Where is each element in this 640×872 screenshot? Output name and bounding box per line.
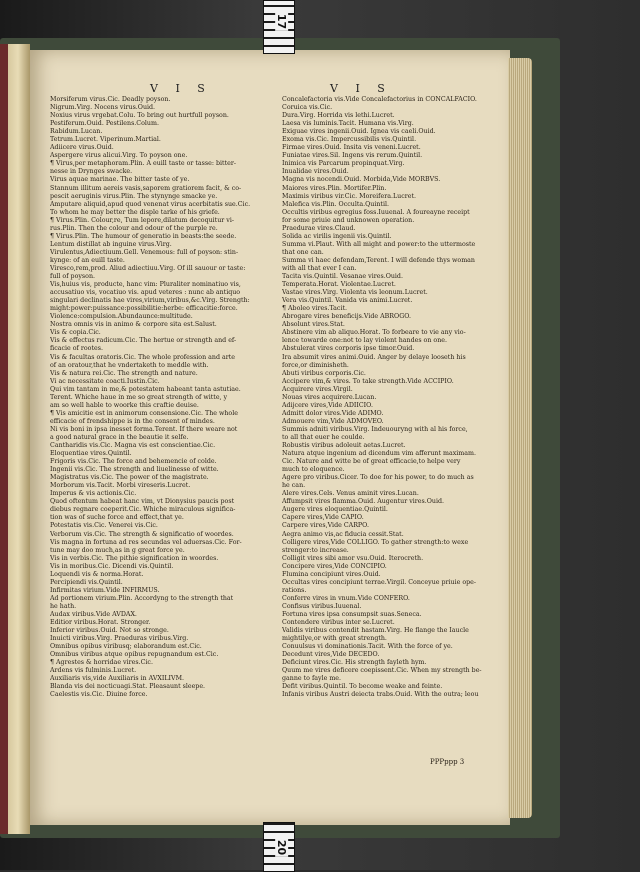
text-line: nesse in Drynges swacke.	[50, 168, 133, 176]
text-line: ¶ Vis amicitie est in animorum consensione.Cic. The whole	[50, 409, 238, 417]
text-line: am so well hable to woorke this craftie deuise.	[50, 401, 199, 409]
text-line: Potestatis vis.Cic. Venerei vis.Cic.	[50, 522, 158, 530]
text-line: Funiatae vires.Sil. Ingens vis rerum.Quintil.	[282, 152, 423, 160]
text-line: Inimica vis Parcarum propinquat.Virg.	[282, 160, 405, 168]
text-line: Nostra omnis vis in animo & corpore sita est.Salust.	[50, 321, 217, 329]
text-line: Inualidae vires.Ouid.	[282, 168, 349, 176]
text-line: Vastae vires.Virg. Violenta vis leonum.Lucret.	[282, 289, 428, 297]
text-line: Vis in moribus.Cic. Dicendi vis.Quintil.	[50, 562, 174, 570]
text-line: Frigoris vis.Cic. The force and behemencie of colde.	[50, 458, 217, 466]
text-line: Validis viribus contendit hastam.Virg. He flange the Iaucle	[282, 627, 469, 635]
text-line: Ni vis boni in ipsa inesset forma.Terent. If there weare not	[50, 425, 238, 433]
text-line: Decedunt vires,Vide DECEDO.	[282, 651, 380, 659]
text-line: Vera vis.Quintil. Vanida vis animi.Lucret.	[282, 297, 413, 305]
text-line: Amputare aliquid,apud quod venenat virus acerbitatis sue.Cic.	[50, 200, 251, 208]
text-line: Deficiunt vires.Cic. His strength fayleth hym.	[282, 659, 427, 667]
text-line: Absolunt vires.Stat.	[282, 321, 345, 329]
left-column	[50, 96, 265, 700]
text-line: Vis,huius vis, producte, hanc vim: Pluraliter nominatiuo vis,	[50, 281, 241, 289]
text-line: ¶ Aboleo vires.Tacit.	[282, 305, 347, 313]
text-line: Laesa vis luminis.Tacit. Humana vis.Virg.	[282, 120, 414, 128]
text-line: Omnibus opibus viribusq; elaborandum est.Cic.	[50, 643, 202, 651]
ruler-number: 17	[275, 13, 289, 30]
text-line: Dura.Virg. Horrida vis lethi.Lucret.	[282, 112, 395, 120]
text-line: Abstinere vim ab aliquo.Horat. To forbeare to vie any vio-	[282, 329, 466, 337]
text-line: diebus regnare coeperit.Cic. Whiche miraculous significa-	[50, 506, 236, 514]
text-line: Capere vires,Vide CAPIO.	[282, 514, 364, 522]
text-line: Ingenii vis.Cic. The strength and liuelinesse of witte.	[50, 466, 219, 474]
text-line: Auxiliaris vis,vide Auxiliaris in AVXILIVM.	[50, 675, 185, 683]
text-line: Tacita vis.Quintil. Vesanae vires.Ouid.	[282, 273, 403, 281]
text-line: he hath.	[50, 602, 77, 610]
text-line: Quod oftentum habeat hanc vim, vt Dionysius paucis post	[50, 498, 235, 506]
text-line: Omnibus viribus atque opibus repugnandum est.Cic.	[50, 651, 219, 659]
text-line: ganne to fayle me.	[282, 675, 342, 683]
text-line: with all that ever I can.	[282, 264, 357, 272]
text-line: might:power:puissance:possibilitie:herbe: efficacitie:force.	[50, 305, 238, 313]
text-line: tion was of suche force and effect,that ye.	[50, 514, 184, 522]
text-line: Occultas vires concipiunt terrae.Virgil. Conceyue priuie ope-	[282, 578, 477, 586]
text-line: Infirmitas virium.Vide INFIRMUS.	[50, 586, 160, 594]
text-line: tune may doo much,as in g great force ye.	[50, 546, 185, 554]
text-line: Pestiferum.Ouid. Pestilens.Colum.	[50, 120, 159, 128]
text-line: Maximis viribus vir.Cic. Moreifera.Lucret.	[282, 192, 416, 200]
text-line: Conuulsus vi dominationis.Tacit. With the force of ye.	[282, 643, 453, 651]
text-line: ¶ Agrestes & horridae vires.Cic.	[50, 659, 153, 667]
text-line: of an oratour,that he vndertaketh to meddle with.	[50, 361, 209, 369]
text-line: singulari declinatis hae vires,virium,viribus,&c.Virg. Strength:	[50, 297, 250, 305]
text-line: lence towarde one:not to lay violent handes on one.	[282, 337, 447, 345]
text-line: Natura atque ingenium ad dicendum vim afferunt maximam.	[282, 450, 476, 458]
text-line: Concipere vires,Vide CONCIPIO.	[282, 562, 387, 570]
text-line: Adiicere virus.Ouid.	[50, 144, 114, 152]
text-line: accusatiuo vis, vocatiuo vis. apud veteres : nunc ab antiquo	[50, 289, 241, 297]
text-line: ¶ Virus.Plin. Colour,re, Tum lepore,dilatum decoquitur vi-	[50, 216, 234, 224]
text-line: Verborum vis.Cic. The strength & significatio of woordes.	[50, 530, 234, 538]
text-line: Abstulerat vires corporis ipse timor.Ouid.	[282, 345, 415, 353]
text-line: Virus aquae marinae. The bitter taste of ye.	[50, 176, 190, 184]
text-line: Magna vis nocendi.Ouid. Morbida,Vide MORBVS.	[282, 176, 441, 184]
text-line: Noxius virus vrgebat.Colu. To bring out hurtfull poyson.	[50, 112, 229, 120]
text-line: Nigrum.Virg. Nocens virus.Ouid.	[50, 104, 156, 112]
text-line: Confisus viribus.Iuuenal.	[282, 602, 362, 610]
text-line: Occultis viribus egregius foss.Iuuenal. A foureayne receipt	[282, 208, 470, 216]
text-line: Ardens vis fulminis.Lucret.	[50, 667, 137, 675]
text-line: Conferre vires in vnum.Vide CONFERO.	[282, 594, 410, 602]
text-line: ¶ Virus,per metaphoram.Plin. A euill taste or tasse: bitter-	[50, 160, 236, 168]
text-line: Percipiendi vis.Quintil.	[50, 578, 123, 586]
text-line: full of poyson.	[50, 273, 95, 281]
text-line: Exoma vis.Cic. Impercussibilis vis.Quintil.	[282, 136, 417, 144]
text-line: Terent. Whiche haue in me so great strength of witte, y	[50, 393, 228, 401]
text-line: Eloquentiae vires.Quintil.	[50, 450, 132, 458]
text-line: force,or diminisheth.	[282, 361, 349, 369]
running-head-left: V I S	[150, 82, 212, 95]
text-line: Agere pro viribus.Cicer. To doe for his power, to do much as	[282, 474, 474, 482]
text-line: Robustis viribus adoleuit aetas.Lucret.	[282, 442, 406, 450]
measuring-ruler-top	[263, 0, 295, 54]
text-line: Violence:compulsion.Abundaunce:multitude.	[50, 313, 193, 321]
text-line: efficacie of frendshippe is in the consent of mindes.	[50, 417, 215, 425]
text-line: pescit aeruginis virus.Plin. The stynynge smacke ye.	[50, 192, 218, 200]
text-line: Infanis viribus Austri deiecta trabs.Ouid. With the outra; leou	[282, 691, 479, 699]
text-line: ¶ Virus.Plin. The humour of generatio in beasts:the seede.	[50, 232, 237, 240]
text-line: Summa vi haec defendam,Terent. I will defende thys woman	[282, 256, 475, 264]
text-line: Summa vi.Plaut. With all might and power:to the uttermoste	[282, 240, 476, 248]
page-edges	[508, 58, 532, 818]
text-line: Cic. Nature and witte be of great efficacie,to helpe very	[282, 458, 461, 466]
text-line: Acquirere vires.Virgil.	[282, 385, 353, 393]
text-line: Qui vim tantam in me,& potestatem habeant tanta astutiae.	[50, 385, 241, 393]
measuring-ruler-bottom	[263, 822, 295, 872]
text-line: Firmae vires.Ouid. Insita vis veneni.Lucret.	[282, 144, 421, 152]
text-line: Audax viribus.Vide AVDAX.	[50, 611, 137, 618]
text-line: Temperata.Horat. Violentae.Lucret.	[282, 281, 396, 289]
text-line: Vi ac necessitate coacti.Iustin.Cic.	[50, 377, 160, 385]
text-line: Aspergere virus alicui.Virg. To poyson one.	[50, 152, 188, 160]
text-line: Vis in verbis.Cic. The pithie signification in woordes.	[50, 554, 219, 562]
text-line: Editior viribus.Horat. Stronger.	[50, 619, 151, 627]
text-line: Viresco,rem,prod. Aliud adiectiuu.Virg. Of ill sauour or taste:	[50, 264, 246, 272]
binding-band	[0, 44, 8, 834]
text-line: Affumpsit vires flamma.Ouid. Augentur vires.Ouid.	[282, 498, 445, 506]
text-line: to all that euer he coulde.	[282, 433, 365, 441]
text-line: Carpere vires,Vide CARPO.	[282, 522, 369, 530]
text-line: Tetrum.Lucret. Viperinum.Martial.	[50, 136, 161, 144]
text-line: Vis & natura rei.Cic. The strength and nature.	[50, 369, 198, 377]
text-line: Virulentus,Adiectiuum.Gell. Venemous: full of poyson: stin-	[50, 248, 239, 256]
text-line: Imperus & vis actionis.Cic.	[50, 490, 137, 498]
text-line: Accipere vim,& vires. To take strength.Vide ACCIPIO.	[282, 377, 454, 385]
text-line: Caelestis vis.Cic. Diuine force.	[50, 691, 148, 699]
text-line: rus.Plin. Then the colour and odour of the purple re.	[50, 224, 218, 232]
text-line: Vis & effectus radicum.Cic. The hertue or strength and ef-	[50, 337, 237, 345]
text-line: Quum me vires deficere coepissent.Cic. When my strength be-	[282, 667, 482, 675]
text-line: Exiguae vires ingenii.Ouid. Ignea vis caeli.Ouid.	[282, 128, 436, 136]
text-line: Augere vires eloquentiae.Quintil.	[282, 506, 388, 514]
text-line: Stannum illitum aereis vasis,saporem gratiorem facit, & co-	[50, 184, 242, 192]
text-line: Ira absumit vires animi.Ouid. Anger by delaye looseth his	[282, 353, 466, 361]
ruler-number: 20	[275, 839, 289, 856]
right-column	[282, 96, 497, 700]
text-line: Inuicti viribus.Virg. Praeduras viribus.Virg.	[50, 635, 189, 643]
text-line: Contendere viribus inter se.Lucret.	[282, 619, 395, 627]
text-line: Adijcere vires,Vide ADIICIO.	[282, 401, 373, 409]
text-line: Malefica vis.Plin. Occulta.Quintil.	[282, 200, 389, 208]
text-line: Flumina concipiunt vires.Ouid.	[282, 570, 381, 578]
text-line: Morsiferum virus.Cic. Deadly poyson.	[50, 96, 171, 103]
text-line: Loquendi vis & norma.Horat.	[50, 570, 144, 578]
text-line: Vis magna in fortuna ad res secundas vel aduersas.Cic. For-	[50, 538, 242, 546]
text-line: Vis & copia.Cic.	[50, 329, 101, 337]
text-line: Admouere vim,Vide ADMOVEO.	[282, 417, 384, 425]
text-line: To whom he may better the disple tarke of his griefe.	[50, 208, 220, 216]
text-line: Summis adniti viribus.Virg. Indeuouryng with al his force,	[282, 425, 468, 433]
text-line: rations.	[282, 586, 307, 594]
text-line: that one can.	[282, 248, 324, 256]
text-line: Aegra animo vis,ac fiducia cessit.Stat.	[282, 530, 404, 538]
text-line: Ad portionem virium.Plin. Accordyng to the strength that	[50, 594, 234, 602]
text-line: Alere vires.Cels. Venus aminit vires.Lucan.	[282, 490, 419, 498]
text-line: Morborum vis.Tacit. Morbi vireseris.Lucret.	[50, 482, 191, 490]
text-line: Rabidum.Lucan.	[50, 128, 103, 136]
text-line: Colligit vires sibi amor vsu.Ouid. Iterocreth.	[282, 554, 424, 562]
text-line: Maiores vires.Plin. Mortifer.Plin.	[282, 184, 387, 192]
text-line: Vis & facultas oratoris.Cic. The whole profession and arte	[50, 353, 236, 361]
text-line: a good natural grace in the beautie it selfe.	[50, 433, 189, 441]
text-line: Lentum distillat ab inguine virus.Virg.	[50, 240, 172, 248]
signature-mark: PPPppp 3	[430, 758, 465, 766]
text-line: Defit viribus.Quintil. To become weake and feinte.	[282, 683, 443, 691]
text-line: Concalefactoria vis.Vide Concalefactorius in CONCALFACIO.	[282, 96, 477, 103]
text-line: Solida ac virilis ingenii vis.Quintil.	[282, 232, 392, 240]
text-line: Coruica vis.Cic.	[282, 104, 333, 112]
text-line: mightilye,or with great strength.	[282, 635, 387, 643]
text-line: Inferior viribus.Ouid. Not so stronge.	[50, 627, 169, 635]
text-line: strenger:to increase.	[282, 546, 349, 554]
text-line: Cantharidis vis.Cic. Magna vis est conscientiae.Cic.	[50, 442, 216, 450]
text-line: Admitt dolor vires.Vide ADIMO.	[282, 409, 384, 417]
text-line: ficacie of rootes.	[50, 345, 103, 353]
text-line: Magistratus vis.Cic. The power of the magistrate.	[50, 474, 209, 482]
text-line: Colligere vires,Vide COLLIGO. To gather strength:to wexe	[282, 538, 469, 546]
running-head-right: V I S	[330, 82, 392, 95]
text-line: Blanda vis dei nocticuagi.Stat. Pleasaunt sleepe.	[50, 683, 206, 691]
text-line: much to eloquence.	[282, 466, 345, 474]
text-line: Abuti viribus corporis.Cic.	[282, 369, 366, 377]
text-line: Nouas vires acquirere.Lucan.	[282, 393, 377, 401]
text-line: Praedurae vires.Claud.	[282, 224, 356, 232]
text-line: for some priuie and unknowen operation.	[282, 216, 415, 224]
text-line: kynge: of an euill taste.	[50, 256, 125, 264]
text-line: he can.	[282, 482, 306, 490]
text-line: Abrogare vires beneficijs.Vide ABROGO.	[282, 313, 412, 321]
text-line: Fortuna vires ipsa consumpsit suas.Seneca.	[282, 611, 422, 618]
